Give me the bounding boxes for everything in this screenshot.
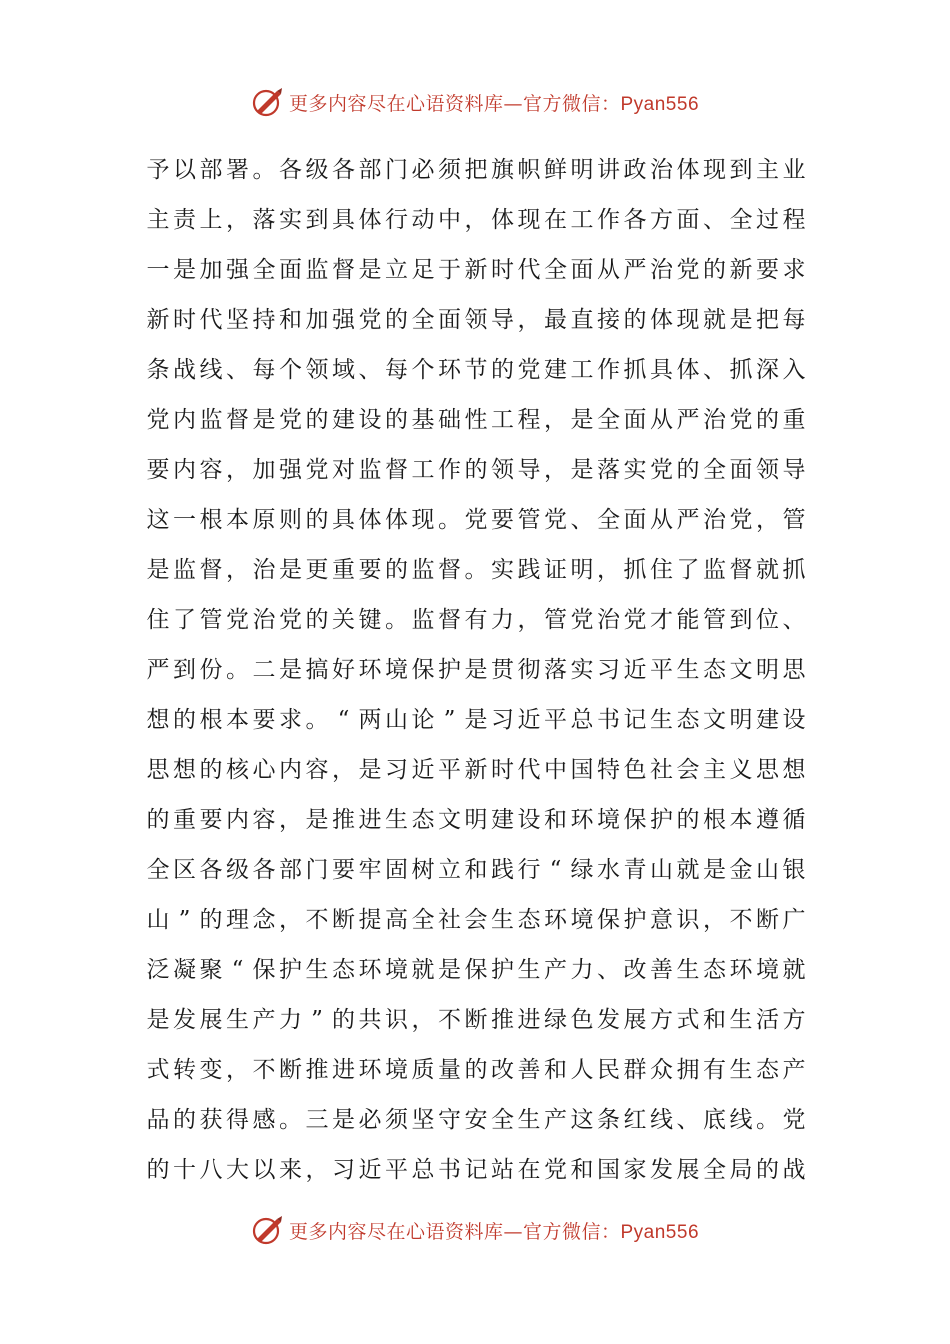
document-body [146, 145, 806, 1195]
text-line: 这 一 根 本 原 则 的 具 体 体 现 。 党 要 管 党 、 全 面 从 严 治 党 ， 管 [146, 507, 806, 533]
pen-circle-logo-icon [251, 85, 285, 119]
text-line: 严 到 份 。 二 是 搞 好 环 境 保 护 是 贯 彻 落 实 习 近 平 生 态 文 明 思 [146, 657, 806, 683]
text-line: 泛 凝 聚 “ 保 护 生 态 环 境 就 是 保 护 生 产 力 、 改 善 生 态 环 境 就 [146, 957, 806, 983]
text-line: 予 以 部 署 。 各 级 各 部 门 必 须 把 旗 帜 鲜 明 讲 政 治 体 现 到 主 业 [146, 157, 806, 183]
text-line: 新 时 代 坚 持 和 加 强 党 的 全 面 领 导 ， 最 直 接 的 体 现 就 是 把 每 [146, 307, 806, 333]
text-line: 是 监 督 ， 治 是 更 重 要 的 监 督 。 实 践 证 明 ， 抓 住 了 监 督 就 抓 [146, 557, 806, 583]
text-line: 要 内 容 ， 加 强 党 对 监 督 工 作 的 领 导 ， 是 落 实 党 的 全 面 领 导 [146, 457, 806, 483]
text-line: 的 十 八 大 以 来 ， 习 近 平 总 书 记 站 在 党 和 国 家 发 展 全 局 的 战 [146, 1157, 806, 1183]
banner-text: 更多内容尽在心语资料库—官方微信：Pyan556 [288, 92, 700, 115]
text-line: 的 重 要 内 容 ， 是 推 进 生 态 文 明 建 设 和 环 境 保 护 的 根 本 遵 循 [146, 807, 806, 833]
text-line: 式 转 变 ， 不 断 推 进 环 境 质 量 的 改 善 和 人 民 群 众 拥 有 生 态 产 [146, 1057, 806, 1083]
footer-banner [0, 1210, 950, 1250]
text-line: 山 ” 的 理 念 ， 不 断 提 高 全 社 会 生 态 环 境 保 护 意 识 ， 不 断 广 [146, 907, 806, 933]
text-line: 住 了 管 党 治 党 的 关 键 。 监 督 有 力 ， 管 党 治 党 才 能 管 到 位 、 [146, 607, 806, 633]
banner-text: 更多内容尽在心语资料库—官方微信：Pyan556 [288, 1220, 700, 1243]
text-line: 是 发 展 生 产 力 ” 的 共 识 ， 不 断 推 进 绿 色 发 展 方 式 和 生 活 方 [146, 1007, 806, 1033]
text-line: 思 想 的 核 心 内 容 ， 是 习 近 平 新 时 代 中 国 特 色 社 会 主 义 思 想 [146, 757, 806, 783]
text-line: 一 是 加 强 全 面 监 督 是 立 足 于 新 时 代 全 面 从 严 治 党 的 新 要 求 [146, 257, 806, 283]
wechat-id: Pyan556 [620, 1221, 700, 1243]
text-line: 全 区 各 级 各 部 门 要 牢 固 树 立 和 践 行 “ 绿 水 青 山 就 是 金 山 银 [146, 857, 806, 883]
text-line: 党 内 监 督 是 党 的 建 设 的 基 础 性 工 程 ， 是 全 面 从 严 治 党 的 重 [146, 407, 806, 433]
wechat-id: Pyan556 [620, 93, 700, 115]
text-line: 主 责 上 ， 落 实 到 具 体 行 动 中 ， 体 现 在 工 作 各 方 面 、 全 过 程 [146, 207, 806, 233]
text-line: 条 战 线 、 每 个 领 域 、 每 个 环 节 的 党 建 工 作 抓 具 体 、 抓 深 入 [146, 357, 806, 383]
text-line: 想 的 根 本 要 求 。 “ 两 山 论 ” 是 习 近 平 总 书 记 生 态 文 明 建 设 [146, 707, 806, 733]
text-line: 品 的 获 得 感 。 三 是 必 须 坚 守 安 全 生 产 这 条 红 线 、 底 线 。 党 [146, 1107, 806, 1133]
pen-circle-logo-icon [251, 1213, 285, 1247]
header-banner [0, 82, 950, 122]
